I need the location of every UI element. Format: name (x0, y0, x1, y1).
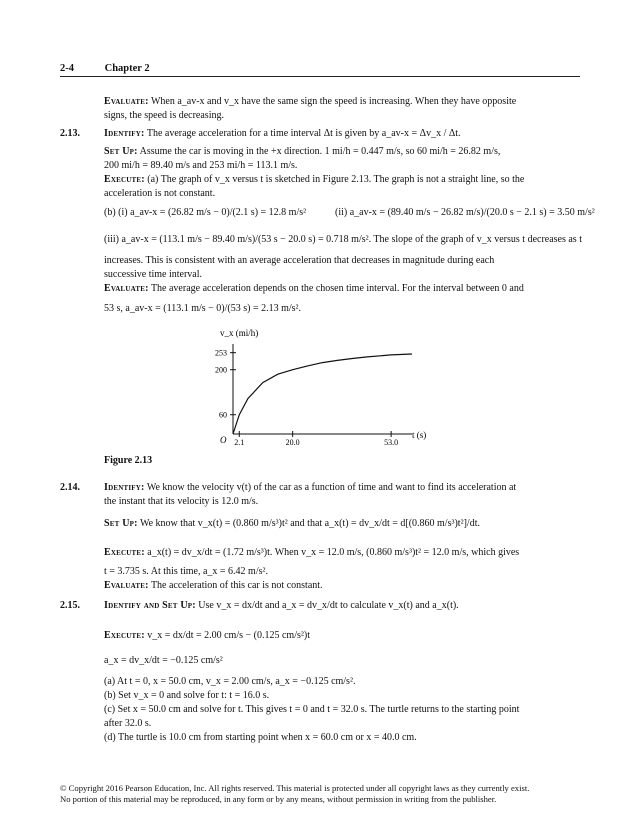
problem-number-2-15: 2.15. (60, 600, 80, 611)
identify-label: Identify: (104, 128, 145, 139)
copyright-footer (60, 783, 590, 805)
page-header (60, 63, 580, 74)
execute-text: (a) The graph of v_x versus t is sketched in Figure 2.13. The graph is not a straight line, so the (147, 174, 525, 185)
x-tick-label: 20.0 (285, 438, 300, 446)
execute-2-15 (104, 630, 310, 642)
figure-2-13 (190, 322, 450, 446)
problem-number-2-13: 2.13. (60, 128, 80, 139)
equation-b-ii (335, 207, 595, 219)
setup-2-14 (104, 518, 480, 530)
identify-2-14-line-2: the instant that its velocity is 12.0 m/s. (104, 496, 259, 507)
chapter-title: Chapter 2 (104, 63, 150, 74)
identify-2-14 (104, 482, 516, 494)
execute-label: Execute: (104, 174, 145, 185)
equation-b-iii: (iii) a_av-x = (113.1 m/s − 89.40 m/s)/(53 s − 20.0 s) = 0.718 m/s². The slope of the graph of v_x versus t decreases as t (104, 234, 582, 245)
execute-2-13-line-2: acceleration is not constant. (104, 188, 216, 199)
header-rule (60, 76, 580, 77)
execute-acceleration: a_x = dv_x/dt = −0.125 cm/s² (104, 655, 223, 666)
evaluate-text: The average acceleration depends on the chosen time interval. For the interval between 0 and (150, 283, 524, 294)
part-c-2-15: (c) Set x = 50.0 cm and solve for t. This gives t = 0 and t = 32.0 s. The turtle returns to the starting point (104, 704, 520, 715)
text-2-13-line: successive time interval. (104, 269, 203, 280)
copyright-line-1: © Copyright 2016 Pearson Education, Inc. All rights reserved. This material is protected under all copyright laws as they currently exist. (60, 783, 530, 793)
part-b-2-15: (b) Set v_x = 0 and solve for t: t = 16.0 s. (104, 690, 270, 701)
part-d-2-15: (d) The turtle is 10.0 cm from starting point when x = 60.0 cm or x = 40.0 cm. (104, 732, 417, 743)
execute-velocity: v_x = dx/dt = 2.00 cm/s − (0.125 cm/s²)t (147, 630, 310, 641)
x-tick-label: 2.1 (234, 438, 245, 446)
setup-label: Set Up: (104, 518, 138, 529)
execute-2-13 (104, 174, 524, 186)
x-axis-label: t (s) (412, 430, 427, 440)
part-a-2-15: (a) At t = 0, x = 50.0 cm, v_x = 2.00 cm/s, a_x = −0.125 cm/s². (104, 676, 356, 687)
evaluate-2-13 (104, 283, 524, 295)
identify-label: Identify: (104, 482, 145, 493)
identify-setup-2-15 (104, 600, 459, 612)
page-number: 2-4 (60, 63, 74, 74)
evaluate-label: Evaluate: (104, 283, 149, 294)
velocity-curve (233, 354, 412, 434)
setup-label: Set Up: (104, 146, 138, 157)
x-ticks (234, 431, 398, 446)
problem-number-2-14: 2.14. (60, 482, 80, 493)
equation-b-i-text: (b) (i) a_av-x = (26.82 m/s − 0)/(2.1 s) = 12.8 m/s² (104, 207, 307, 218)
y-axis-label: v_x (mi/h) (220, 328, 259, 338)
execute-text: a_x(t) = dv_x/dt = (1.72 m/s³)t. When v_x = 12.0 m/s, (0.860 m/s³)t² = 12.0 m/s, which gives (147, 547, 520, 558)
setup-2-13 (104, 146, 500, 158)
identify-setup-text: Use v_x = dx/dt and a_x = dv_x/dt to calculate v_x(t) and a_x(t). (198, 600, 459, 611)
evaluate-line (104, 96, 516, 108)
execute-2-14-line-2: t = 3.735 s. At this time, a_x = 6.42 m/s². (104, 566, 269, 577)
identify-2-13 (104, 128, 461, 140)
text-2-13-line: increases. This is consistent with an average acceleration that decreases in magnitude during each (104, 255, 495, 266)
setup-text: We know that v_x(t) = (0.860 m/s³)t² and that a_x(t) = dv_x/dt = d[(0.860 m/s³)t²]/dt. (139, 518, 480, 529)
evaluate-label: Evaluate: (104, 580, 149, 591)
x-tick-label: 53.0 (384, 438, 399, 446)
part-c-2-15-line-2: after 32.0 s. (104, 718, 152, 729)
identify-text: The average acceleration for a time interval Δt is given by a_av-x = Δv_x / Δt. (146, 128, 461, 139)
equation-b-ii-text: (ii) a_av-x = (89.40 m/s − 26.82 m/s)/(20.0 s − 2.1 s) = 3.50 m/s² (335, 207, 595, 218)
evaluate-line-2: signs, the speed is decreasing. (104, 110, 224, 121)
evaluate-text: When a_av-x and v_x have the same sign the speed is increasing. When they have opposite (150, 96, 517, 107)
evaluate-2-14 (104, 580, 323, 592)
identify-setup-label: Identify and Set Up: (104, 600, 196, 611)
setup-2-13-line-2: 200 mi/h = 89.40 m/s and 253 mi/h = 113.1 m/s. (104, 160, 298, 171)
setup-text: Assume the car is moving in the +x direction. 1 mi/h = 0.447 m/s, so 60 mi/h = 26.82 m/s, (139, 146, 501, 157)
y-tick-label: 60 (219, 410, 227, 420)
y-tick-label: 253 (215, 348, 227, 358)
evaluate-2-13-equation: 53 s, a_av-x = (113.1 m/s − 0)/(53 s) = 2.13 m/s². (104, 303, 302, 314)
identify-text: We know the velocity v(t) of the car as a function of time and want to find its acceleration at (146, 482, 517, 493)
figure-caption: Figure 2.13 (104, 455, 153, 466)
evaluate-text: The acceleration of this car is not constant. (150, 580, 323, 591)
execute-2-14 (104, 547, 519, 559)
y-tick-label: 200 (215, 365, 227, 375)
execute-label: Execute: (104, 630, 145, 641)
equation-b-i (104, 207, 306, 219)
execute-label: Execute: (104, 547, 145, 558)
copyright-line-2: No portion of this material may be reproduced, in any form or by any means, without permission in writing from the publisher. (60, 794, 497, 804)
origin-label: O (220, 435, 227, 445)
evaluate-label: Evaluate: (104, 96, 149, 107)
